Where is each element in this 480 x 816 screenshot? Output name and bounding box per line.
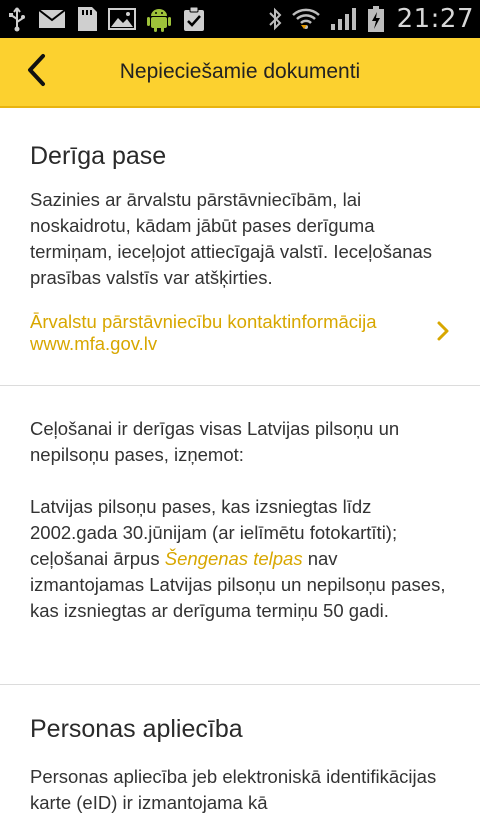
- embassy-contacts-link[interactable]: [30, 311, 450, 355]
- usb-icon: [6, 6, 28, 32]
- id-card-description: Personas apliecība jeb elektroniskā identifikācijas karte (eID) ir izmantojama kā: [30, 766, 437, 813]
- android-icon: [146, 5, 172, 33]
- embassy-link-title: Ārvalstu pārstāvniecību kontaktinformācija: [30, 311, 377, 332]
- signal-icon: [329, 6, 359, 32]
- back-button[interactable]: [0, 37, 72, 107]
- status-left-icons: [6, 5, 206, 33]
- battery-charging-icon: [367, 5, 385, 33]
- status-bar: [0, 0, 480, 38]
- app-header: [0, 38, 480, 108]
- wifi-icon: [291, 6, 321, 32]
- status-time: 21:27: [396, 4, 474, 34]
- clipboard-check-icon: [182, 6, 206, 32]
- validity-exceptions-text-end: nav izmantojamas Latvijas pilsoņu un nepilsoņu pases, kas izsniegtas ar derīguma termiņu 50 gadi.: [30, 548, 446, 621]
- section-heading-passport: Derīga pase: [30, 142, 167, 170]
- section-heading-id-card: Personas apliecība: [30, 715, 243, 743]
- content-area[interactable]: [0, 108, 480, 816]
- status-right-icons: [267, 4, 474, 34]
- validity-exceptions-text-start: Latvijas pilsoņu pases, kas izsniegtas līdz 2002.gada 30.jūnijam (ar ielīmētu fotokartīti); ceļošanai ārpus: [30, 496, 398, 569]
- back-arrow-icon: [24, 52, 48, 93]
- section-validity: [0, 386, 480, 684]
- validity-intro: Ceļošanai ir derīgas visas Latvijas pilsoņu un nepilsoņu pases, izņemot:: [30, 418, 400, 465]
- sd-card-icon: [76, 6, 98, 32]
- validity-exceptions: [30, 494, 450, 624]
- chevron-right-icon: [436, 320, 450, 347]
- embassy-link-url: www.mfa.gov.lv: [30, 333, 158, 354]
- image-icon: [108, 7, 136, 31]
- section-id-card: [0, 685, 480, 816]
- bluetooth-icon: [267, 6, 283, 32]
- embassy-link-text: [30, 311, 428, 355]
- page-title: Nepieciešamie dokumenti: [119, 60, 361, 83]
- section-passport: [0, 108, 480, 385]
- passport-description: Sazinies ar ārvalstu pārstāvniecībām, lai noskaidrotu, kādam jābūt pases derīguma termiņam, ieceļojot attiecīgajā valstī. Ieceļošanas prasības valstīs var atšķirties.: [30, 189, 433, 288]
- schengen-area-link[interactable]: Šengenas telpas: [164, 548, 303, 569]
- mail-icon: [38, 8, 66, 30]
